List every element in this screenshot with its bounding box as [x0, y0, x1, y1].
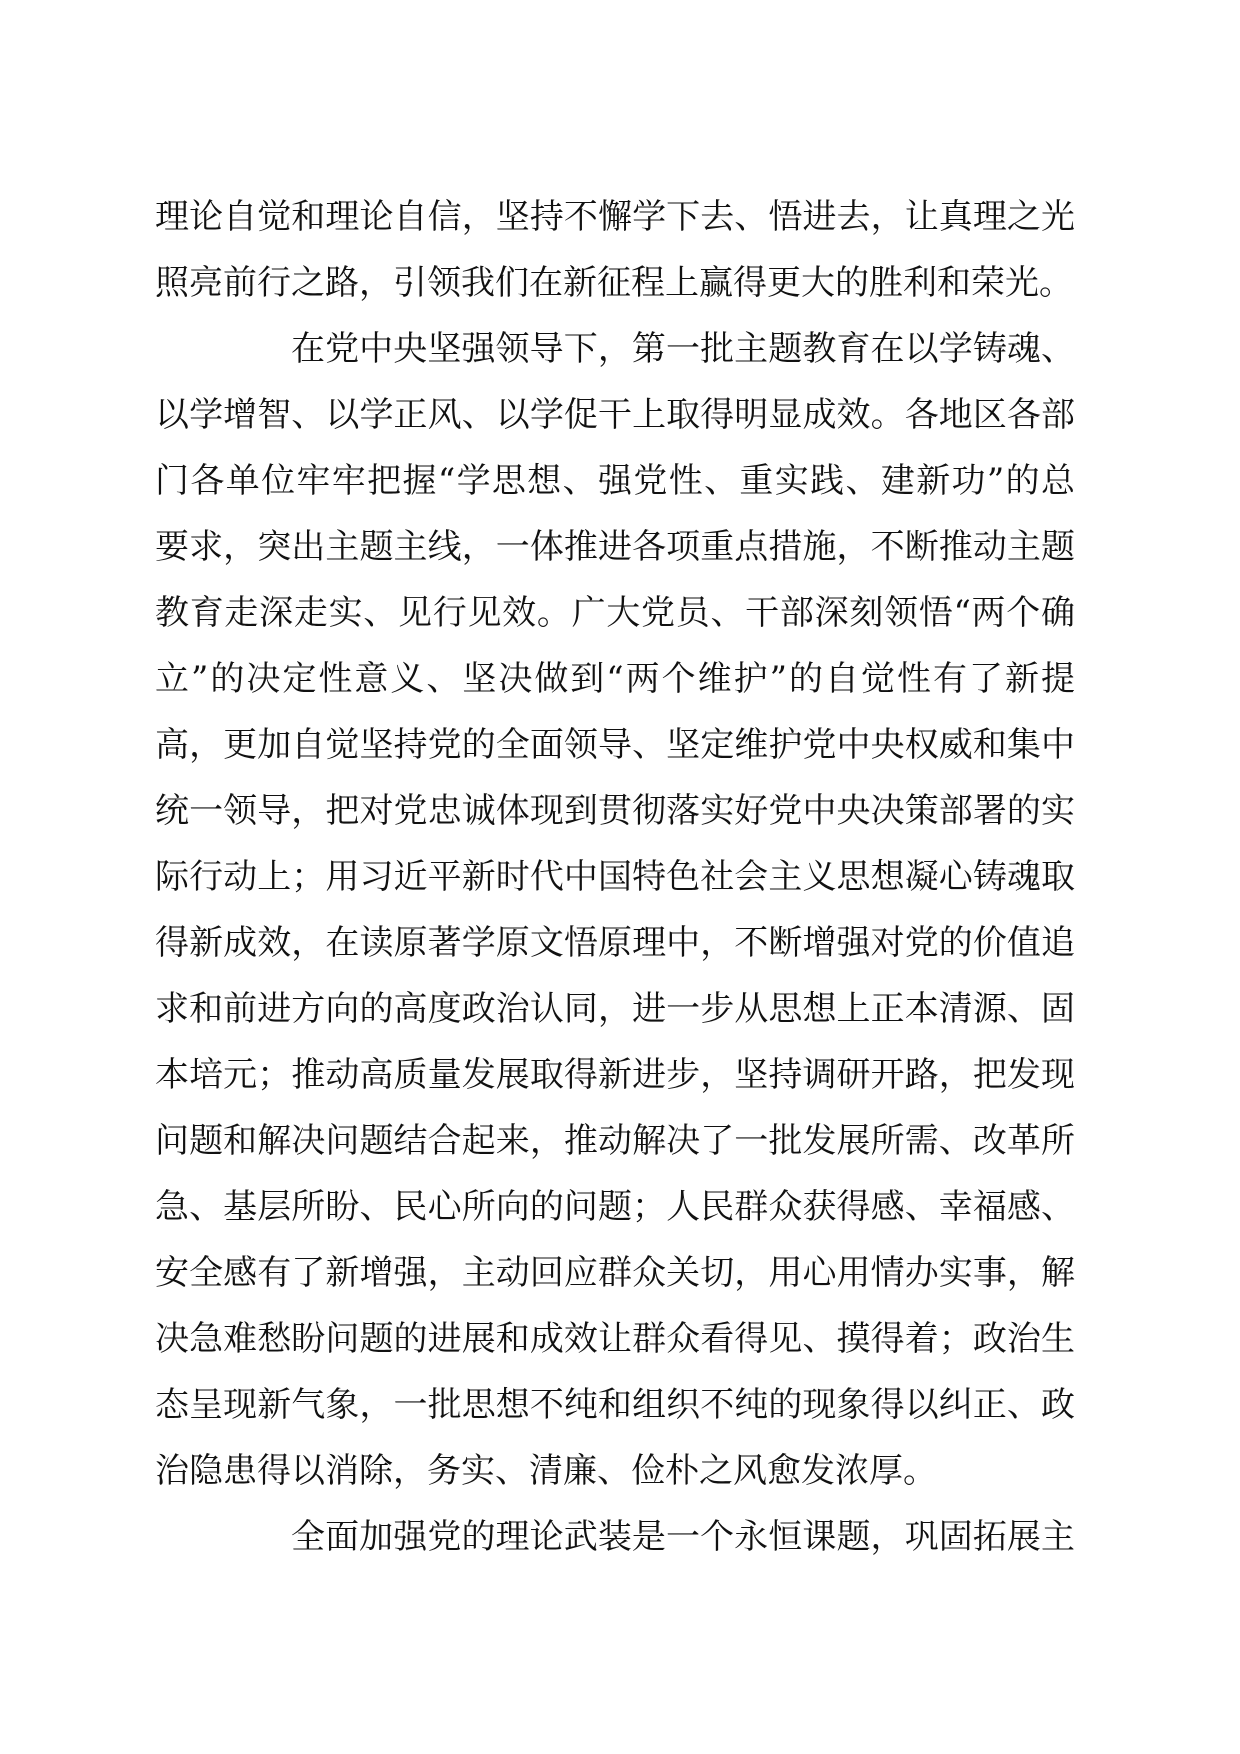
text-line: 立”的决定性意义、坚决做到“两个维护”的自觉性有了新提 — [155, 659, 1075, 699]
text-line: 统一领导，把对党忠诚体现到贯彻落实好党中央决策部署的实 — [155, 791, 1075, 831]
text-line: 全面加强党的理论武装是一个永恒课题，巩固拓展主 — [291, 1517, 1075, 1557]
document-body — [155, 184, 1075, 1570]
text-line: 际行动上；用习近平新时代中国特色社会主义思想凝心铸魂取 — [155, 857, 1075, 897]
paragraph-1 — [155, 184, 1075, 316]
text-line: 以学增智、以学正风、以学促干上取得明显成效。各地区各部 — [155, 395, 1075, 435]
text-line: 高，更加自觉坚持党的全面领导、坚定维护党中央权威和集中 — [155, 725, 1075, 765]
text-line: 决急难愁盼问题的进展和成效让群众看得见、摸得着；政治生 — [155, 1319, 1075, 1359]
text-line: 要求，突出主题主线，一体推进各项重点措施，不断推动主题 — [155, 527, 1075, 567]
text-line: 治隐患得以消除，务实、清廉、俭朴之风愈发浓厚。 — [155, 1451, 937, 1491]
text-line: 教育走深走实、见行见效。广大党员、干部深刻领悟“两个确 — [155, 593, 1075, 633]
paragraph-3 — [155, 1504, 1075, 1570]
text-line: 得新成效，在读原著学原文悟原理中，不断增强对党的价值追 — [155, 923, 1075, 963]
paragraph-2 — [155, 316, 1075, 1504]
text-line: 照亮前行之路，引领我们在新征程上赢得更大的胜利和荣光。 — [155, 263, 1073, 303]
text-line: 问题和解决问题结合起来，推动解决了一批发展所需、改革所 — [155, 1121, 1075, 1161]
text-line: 态呈现新气象，一批思想不纯和组织不纯的现象得以纠正、政 — [155, 1385, 1075, 1425]
text-line: 求和前进方向的高度政治认同，进一步从思想上正本清源、固 — [155, 989, 1075, 1029]
text-line: 在党中央坚强领导下，第一批主题教育在以学铸魂、 — [291, 329, 1075, 369]
text-line: 安全感有了新增强，主动回应群众关切，用心用情办实事，解 — [155, 1253, 1075, 1293]
text-line: 本培元；推动高质量发展取得新进步，坚持调研开路，把发现 — [155, 1055, 1075, 1095]
text-line: 急、基层所盼、民心所向的问题；人民群众获得感、幸福感、 — [155, 1187, 1075, 1227]
text-line: 理论自觉和理论自信，坚持不懈学下去、悟进去，让真理之光 — [155, 197, 1075, 237]
text-line: 门各单位牢牢把握“学思想、强党性、重实践、建新功”的总 — [155, 461, 1075, 501]
